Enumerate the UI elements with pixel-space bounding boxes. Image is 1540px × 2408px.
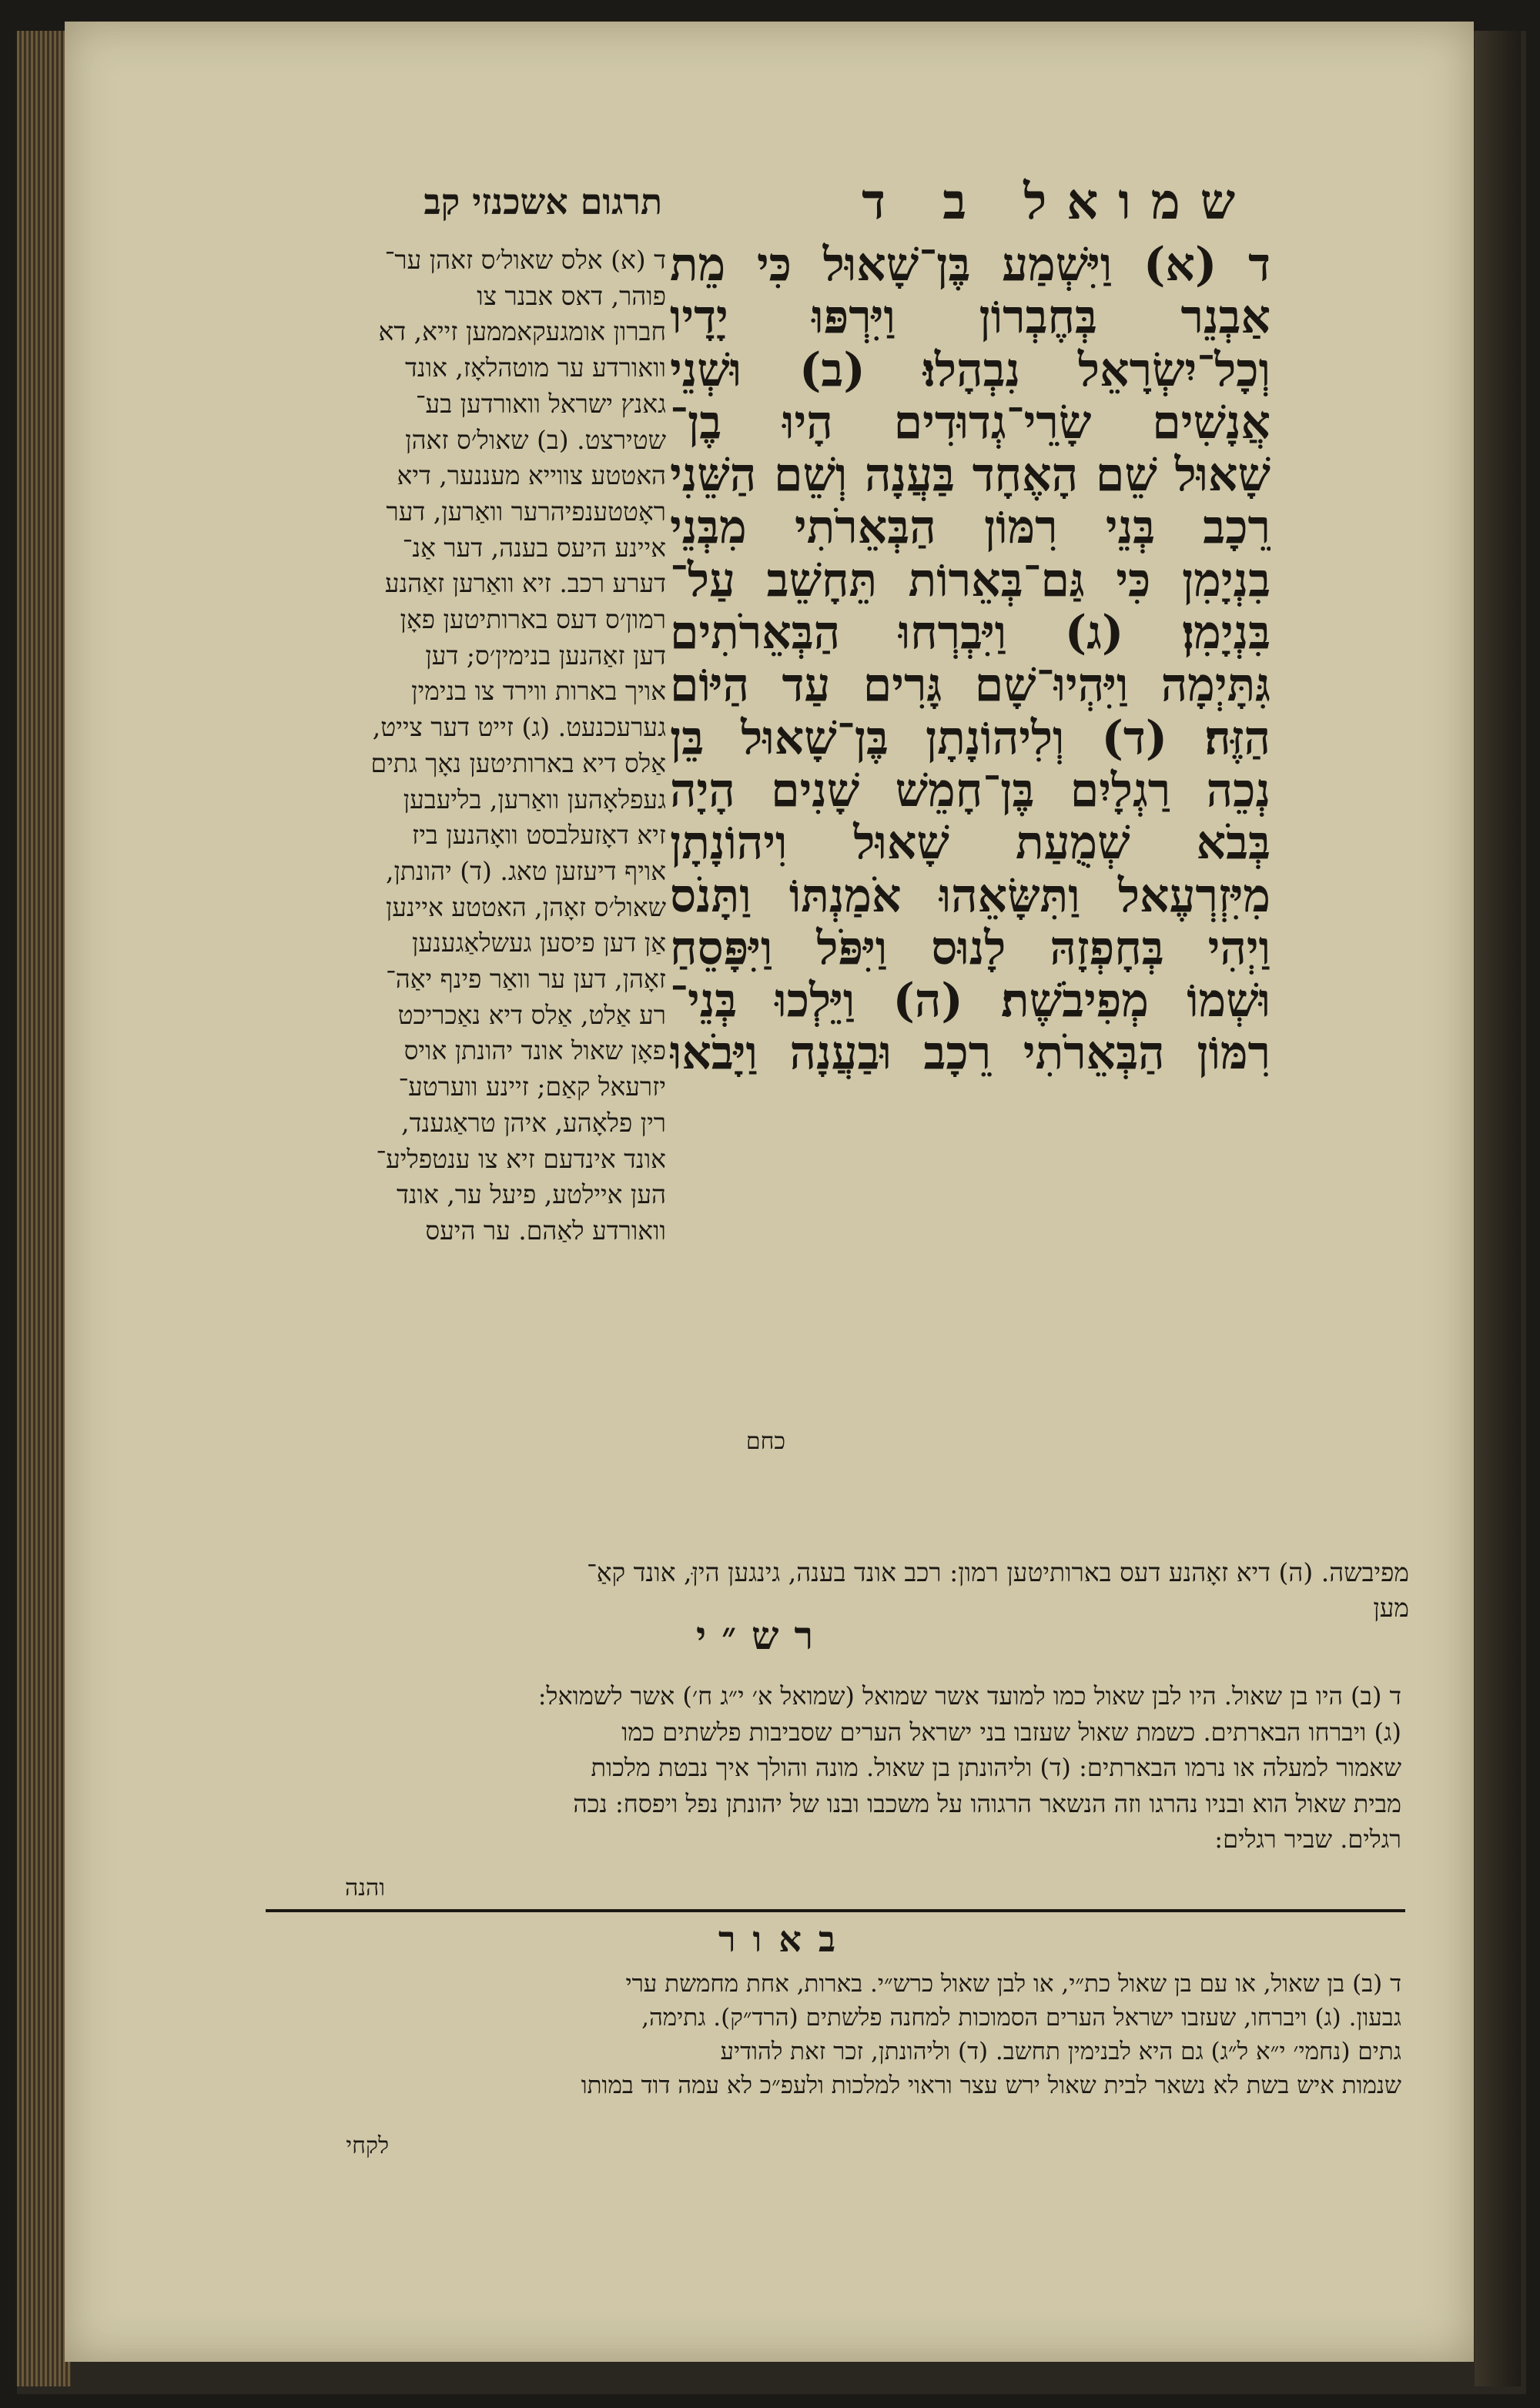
targum-line: ד (א) אלס שאול׳ס זאהן ער־ xyxy=(384,245,666,275)
rashi-line: (ג) ויברחו הבארתים. כשמת שאול שעזבו בני ישראל הערים שסביבות פלשתים כמו xyxy=(621,1717,1401,1747)
rashi-heading: רש״י xyxy=(695,1613,829,1658)
targum-line: האטטע צווייא מעננער, דיא xyxy=(397,460,666,491)
section-divider xyxy=(266,1909,1405,1912)
targum-line: וואורדע ער מוטהלאָז, אונד xyxy=(405,353,666,383)
beur-catchword: לקחי xyxy=(346,2132,389,2159)
main-text-line: רֵכָב בְּנֵי רִמּוֹן הַבְּאֵרֹתִי מִבְּנֵי xyxy=(670,501,1270,554)
main-text-line: רִמּוֹן הַבְּאֵרֹתִי רֵכָב וּבַעֲנָה וַיָּבֹאוּ xyxy=(670,1027,1270,1080)
rashi-commentary xyxy=(246,1678,1401,1858)
rashi-catchword: והנה xyxy=(345,1875,385,1901)
targum-line: וואורדע לאַהם. ער היעס xyxy=(425,1215,666,1246)
targum-line: חברון אומגעקאממען זייא, דא xyxy=(378,316,666,347)
page-edges-left xyxy=(17,31,71,2386)
targum-line: גערעכנעט. (ג) זייט דער צייט, xyxy=(372,712,666,743)
targum-line: דערע רכב. זיא וואַרען זאַהנע xyxy=(384,568,666,599)
targum-continuation-line: מפיבשה. (ה) דיא זאָהנע דעס בארותיטען רמון: רכב אונד בענה, גינגען היןּ, אונד קאַ־ xyxy=(587,1557,1409,1587)
page-edge-right xyxy=(1475,31,1521,2386)
targum-line: שאול׳ס זאָהן, האטטע איינען xyxy=(385,891,666,922)
targum-line: ראָטטענפיהרער וואַרען, דער xyxy=(386,496,666,527)
beur-commentary xyxy=(246,1967,1401,2102)
main-text-line: וּשְׁמוֹ מְפִיבֹשֶׁת׃ (ה) וַיֵּלְכוּ בְּנֵי־ xyxy=(670,975,1270,1028)
targum-line: יזרעאל קאַם; זיינע ווערטע־ xyxy=(398,1072,666,1102)
main-text-line: הַזֶּה׃ (ד) וְלִיהוֹנָתָן בֶּן־שָׁאוּל בֵּן xyxy=(670,711,1270,764)
main-catchword: כחם xyxy=(745,1428,785,1455)
main-text-line: מִיִּזְרְעֶאל וַתִּשָּׂאֵהוּ אֹמַנְתּוֹ וַתָּנֹס xyxy=(670,869,1270,922)
main-text-line: וְכָל־יִשְׂרָאֵל נִבְהָלוּ׃ (ב) וּשְׁנֵי xyxy=(670,343,1270,396)
main-text-line: וַיְהִי בְּחָפְזָהּ לָנוּס וַיִּפֹּל וַיִּפָּסֵחַ xyxy=(670,921,1270,975)
targum-line: רין פלאָהע, איהן טראַגענד, xyxy=(401,1107,666,1138)
targum-line: אויך בארות ווירד צו בנימין xyxy=(411,676,666,707)
rashi-line: רגלים. שביר רגלים: xyxy=(1214,1824,1401,1854)
beur-line: גתים (נחמי׳ י״א ל״ג) גם היא לבנימין תחשב. (ד) וליהונתן, זכר זאת להודיע xyxy=(720,2038,1401,2065)
running-head-targum: תרגום אשכנזי קב xyxy=(424,181,662,222)
targum-line: גאנץ ישראל וואורדען בע־ xyxy=(415,388,666,419)
targum-line: זאָהן, דען ער וואַר פינף יאַה־ xyxy=(386,964,666,995)
main-text-line: אֲנָשִׁים שָׂרֵי־גְדוּדִים הָיוּ בֶן־ xyxy=(670,396,1270,450)
beur-line: ד (ב) בן שאול, או עם בן שאול כת״י, או לבן שאול כרש״י. בארות, אחת מחמשת ערי xyxy=(625,1970,1401,1998)
targum-line: זיא דאָזעלבסט וואָהנען ביז xyxy=(412,820,666,851)
targum-line: פאָן שאול אונד יהונתן אויס xyxy=(403,1035,666,1066)
targum-column xyxy=(223,242,666,1249)
rashi-line: שאמור למעלה או נרמו הבארתים: (ד) וליהונתן בן שאול. מונה והולך איך נבטת מלכות xyxy=(591,1753,1401,1782)
main-text-line: בִּנְיָמִן׃ (ג) וַיִּבְרְחוּ הַבְּאֵרֹתִים xyxy=(670,607,1270,660)
targum-line: רע אַלט, אַלס דיא נאַכריכט xyxy=(397,999,666,1030)
targum-line: אונד אינדעם זיא צו ענטפליע־ xyxy=(376,1143,666,1174)
main-text-line: בִנְיָמִן כִּי גַּם־בְּאֵרוֹת תֵּחָשֵׁב עַל־ xyxy=(670,554,1270,607)
main-hebrew-text xyxy=(670,239,1270,1080)
targum-line: פוהר, דאס אבנר צו xyxy=(477,280,666,311)
rashi-line: מבית שאול הוא ובניו נהרגו וזה הנשאר הרגוהו על משכבו ובנו של יהונתן נפל ויפסח: נכה xyxy=(573,1788,1401,1818)
main-text-line: גִּתָּיְמָה וַיִּהְיוּ־שָׁם גָּרִים עַד הַיּוֹם xyxy=(670,659,1270,712)
beur-heading: באור xyxy=(718,1918,853,1960)
main-text-line: שָׁאוּל שֵׁם הָאֶחָד בַּעֲנָה וְשֵׁם הַשֵּׁנִי xyxy=(670,449,1270,502)
main-text-line: ד (א) וַיִּשְׁמַע בֶּן־שָׁאוּל כִּי מֵת xyxy=(670,239,1270,292)
targum-line: שטירצט. (ב) שאול׳ס זאהן xyxy=(405,424,666,455)
targum-line: געפלאָהען וואַרען, בליעבען xyxy=(403,784,666,814)
main-text-line: אַבְנֵר בְּחֶבְרוֹן וַיִּרְפּוּ יָדָיו xyxy=(670,291,1270,344)
beur-line: שנמות איש בשת לא נשאר לבית שאול ירש עצר וראוי למלכות ולעפ״כ לא עמה דוד במותו xyxy=(581,2072,1401,2099)
main-text-line: בְּבֹא שְׁמֻעַת שָׁאוּל וִיהוֹנָתָן xyxy=(670,817,1270,870)
main-text-line: נְכֵה רַגְלָיִם בֶּן־חָמֵשׁ שָׁנִים הָיָה xyxy=(670,764,1270,818)
targum-line: הען איילטע, פיעל ער, אונד xyxy=(397,1179,666,1210)
targum-line: רמון׳ס דעס בארותיטען פאָן xyxy=(400,604,666,635)
beur-line: גבעון. (ג) ויברחו, שעזבו ישראל הערים הסמוכות למחנה פלשתים (הרד״ק). גתימה, xyxy=(641,2004,1401,2032)
targum-line: איינע היעס בענה, דער אַנ־ xyxy=(402,532,666,563)
rashi-line: ד (ב) היו בן שאול. היו לבן שאול כמו למועד אשר שמואל (שמואל א׳ י״ג ח׳) אשר לשמואל: xyxy=(537,1681,1401,1711)
targum-line: דען זאַהנען בנימין׳ס; דען xyxy=(425,640,666,671)
targum-continuation-line: מען xyxy=(1373,1593,1409,1623)
targum-line: אַן דען פיסען געשלאַגענען xyxy=(412,928,666,958)
targum-line: אויף דיעזען טאג. (ד) יהונתן, xyxy=(385,855,666,886)
running-head-main: שמואל ב ד xyxy=(862,173,1255,231)
targum-line: אַלס דיא בארותיטען נאָך גתים xyxy=(370,747,666,778)
